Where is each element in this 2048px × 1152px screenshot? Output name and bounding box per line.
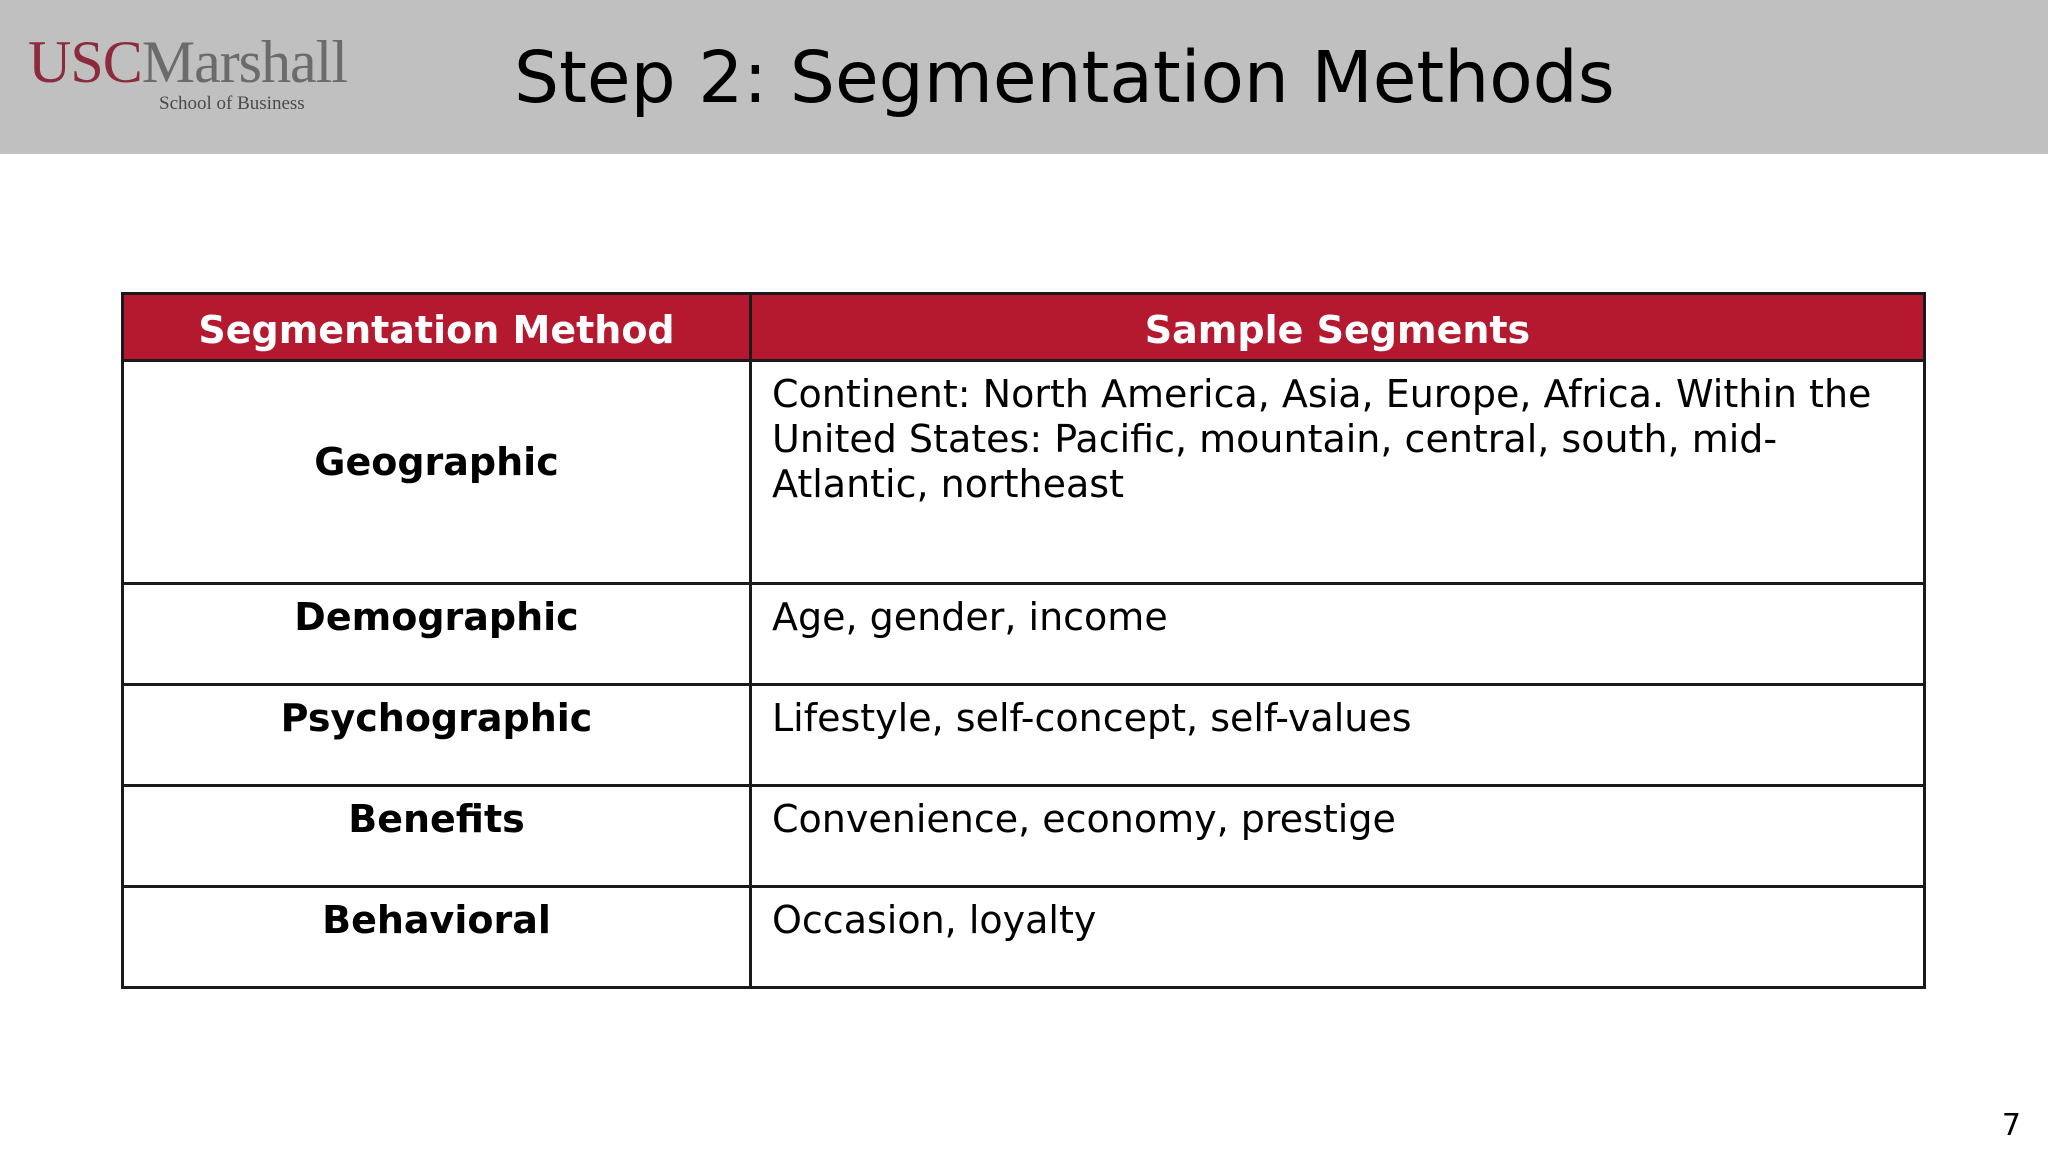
table-row — [123, 361, 1925, 584]
segments-cell: Lifestyle, self-concept, self-values — [751, 685, 1925, 786]
segmentation-table — [121, 292, 1926, 989]
method-cell: Benefits — [123, 786, 751, 887]
table-row — [123, 887, 1925, 988]
column-header-method: Segmentation Method — [123, 294, 751, 361]
logo-marshall-text: Marshall — [141, 29, 347, 95]
method-cell: Psychographic — [123, 685, 751, 786]
segments-cell: Age, gender, income — [751, 584, 1925, 685]
segments-cell: Continent: North America, Asia, Europe, Africa. Within the United States: Pacific, mountain, central, south, mid-Atlantic, northeast — [751, 361, 1925, 584]
method-cell: Demographic — [123, 584, 751, 685]
table-row — [123, 786, 1925, 887]
table-header-row — [123, 294, 1925, 361]
table-row — [123, 685, 1925, 786]
column-header-segments: Sample Segments — [751, 294, 1925, 361]
method-cell: Geographic — [123, 361, 751, 584]
table-row — [123, 584, 1925, 685]
logo-wordmark — [28, 30, 347, 94]
header-band — [0, 0, 2048, 154]
usc-marshall-logo — [28, 30, 378, 120]
logo-subtitle: School of Business — [159, 93, 305, 114]
slide-number: 7 — [2001, 1108, 2021, 1143]
page-title: Step 2: Segmentation Methods — [514, 36, 1615, 119]
segments-cell: Convenience, economy, prestige — [751, 786, 1925, 887]
segments-cell: Occasion, loyalty — [751, 887, 1925, 988]
method-cell: Behavioral — [123, 887, 751, 988]
logo-usc-text: USC — [28, 29, 142, 95]
